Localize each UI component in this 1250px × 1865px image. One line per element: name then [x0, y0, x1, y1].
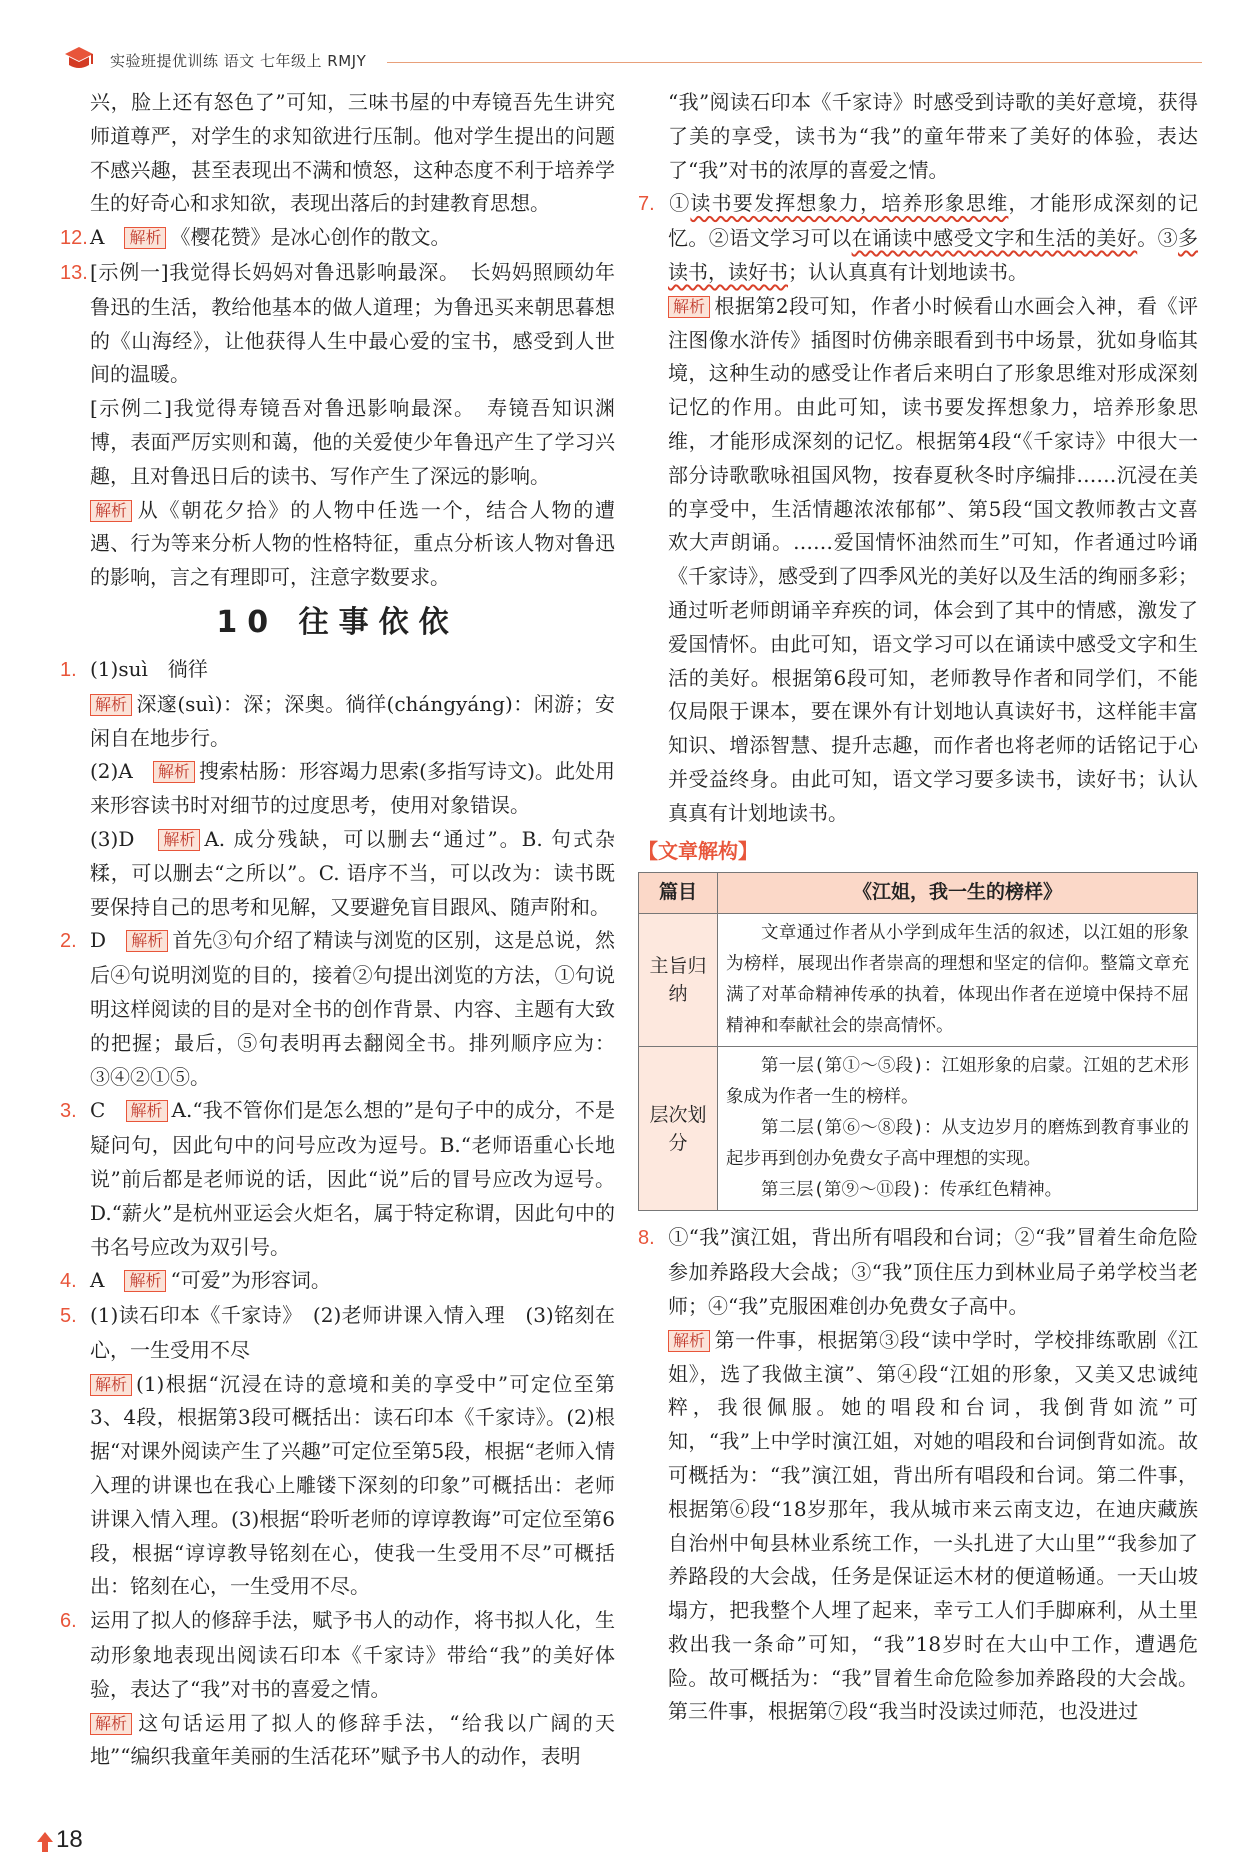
answer: 运用了拟人的修辞手法，赋予书人的动作，将书拟人化，生动形象地表现出阅读石印本《千家诗》带给“我”的美好体验，表达了“我”对书的喜爱之情。 [90, 1608, 615, 1701]
question-3 [60, 1094, 615, 1264]
analysis-tag: 解析 [90, 500, 132, 522]
layer-1: 第一层(第①～⑤段)：江姐形象的启蒙。江姐的艺术形象成为作者一生的榜样。 [726, 1056, 1189, 1108]
analysis-tag: 解析 [126, 930, 168, 952]
question-8 [638, 1221, 1198, 1323]
answer: ①“我”演江姐，背出所有唱段和台词；②“我”冒着生命危险参加养路段大会战；③“我”顶住压力到林业局子弟学校当老师；④“我”克服困难创办免费女子高中。 [668, 1225, 1198, 1318]
question-1 [60, 653, 615, 688]
question-5 [60, 1299, 615, 1368]
layer-3: 第三层(第⑨～⑪段)：传承红色精神。 [761, 1180, 1063, 1201]
analysis-text: 深邃(suì)：深；深奥。徜徉(chángyáng)：闲游；安闲自在地步行。 [90, 691, 615, 750]
right-intro-text: “我”阅读石印本《千家诗》时感受到诗歌的美好意境，获得了美的享受，读书为“我”的童年带来了美好的体验，表达了“我”对书的浓厚的喜爱之情。 [668, 90, 1198, 182]
question-2 [60, 924, 615, 1094]
question-13 [60, 256, 615, 392]
analysis-text: 《樱花赞》是冰心创作的散文。 [170, 225, 451, 250]
question-6-analysis [60, 1707, 615, 1775]
underlined-answer-1: 读书要发挥想象力，培养形象思维 [690, 191, 1009, 216]
right-column [638, 86, 1198, 1729]
question-13-example-2: [示例二]我觉得寿镜吾对鲁迅影响最深。 寿镜吾知识渊博，表面严厉实则和蔼，他的关爱使少年鲁迅产生了学习兴趣，且对鲁迅日后的读书、写作产生了深远的影响。 [90, 396, 615, 488]
question-1-part-3 [60, 823, 615, 924]
header-title: 实验班提优训练 语文 七年级上 RMJY [110, 52, 367, 70]
example-1: [示例一]我觉得长妈妈对鲁迅影响最深。 长妈妈照顾幼年鲁迅的生活，教给他基本的做人道理；为鲁迅买来朝思暮想的《山海经》，让他获得人生中最心爱的宝书，感受到人世间的温暖。 [90, 259, 615, 387]
underlined-answer-2: 在诵读中感受文字和生活的美好 [851, 226, 1138, 251]
question-number: 6. [60, 1610, 77, 1633]
question-number: 3. [60, 1100, 77, 1123]
underlined-answer-3: 多读书，读好书 [668, 226, 1199, 284]
analysis-text: 搜索枯肠：形容竭力思索(多指写诗文)。此处用来形容读书时对细节的过度思考，使用对象错误。 [90, 759, 616, 818]
question-number: 7. [638, 193, 655, 216]
page-arrow-icon [36, 1830, 54, 1854]
analysis-tag: 解析 [90, 1713, 132, 1735]
analysis-tag: 解析 [124, 227, 166, 249]
answer: A [90, 1268, 105, 1293]
row-theme-content: 文章通过作者从小学到成年生活的叙述，以江姐的形象为榜样，展现出作者崇高的理想和坚定的信仰。整篇文章充满了对革命精神传承的执着，体现出作者在逆境中保持不屈精神和奉献社会的崇高情怀。 [718, 914, 1198, 1047]
question-number: 1. [60, 658, 77, 681]
question-7: 7. ①读书要发挥想象力，培养形象思维，才能形成深刻的记忆。②语文学习可以在诵读中感受文字和生活的美好。③多读书，读好书；认认真真有计划地读书。 [638, 187, 1198, 289]
page-header [52, 40, 1202, 82]
question-number: 5. [60, 1305, 77, 1328]
answer-3: (3)D [90, 826, 135, 851]
analysis-tag: 解析 [90, 1374, 132, 1396]
question-number: 13. [60, 261, 88, 284]
question-7-analysis [638, 290, 1198, 831]
question-4 [60, 1264, 615, 1299]
header-rule [387, 62, 1202, 63]
book-logo-icon [62, 44, 96, 74]
question-number: 8. [638, 1227, 655, 1250]
question-number: 4. [60, 1270, 77, 1293]
analysis-text: 第一件事，根据第③段“读中学时，学校排练歌剧《江姐》，选了我做主演”、第④段“江姐的形象，又美又忠诚纯粹，我很佩服。她的唱段和台词，我倒背如流”可知，“我”上中学时演江姐，对她的唱段和台词倒背如流。故可概括为：“我”演江姐，背出所有唱段和台词。第二件事，根据第⑥段“18岁那年，我从城市来云南支边，在迪庆藏族自治州中甸县林业系统工作，一头扎进了大山里”“我参加了养路段的大会战，任务是保证运木材的便道畅通。一天山坡塌方，把我整个人埋了起来，幸亏工人们手脚麻利，从土里救出我一条命”可知，“我”18岁时在大山中工作，遭遇危险。故可概括为：“我”冒着生命危险参加养路段的大会战。第三件事，根据第⑦段“我当时没读过师范，也没进过 [668, 1327, 1198, 1724]
section-title: 10 往事依依 [216, 604, 459, 640]
question-number: 2. [60, 930, 77, 953]
answer: A [90, 225, 105, 250]
analysis-tag: 解析 [158, 829, 200, 851]
layer-2: 第二层(第⑥～⑧段)：从支边岁月的磨炼到教育事业的起步再到创办免费女子高中理想的实现。 [726, 1118, 1189, 1170]
analysis-tag: 解析 [90, 694, 132, 716]
answer-2: (2)A [90, 759, 133, 784]
left-column [60, 86, 615, 1774]
row-layers-content [718, 1047, 1198, 1211]
analysis-tag: 解析 [124, 1270, 166, 1292]
answer: D [90, 928, 107, 953]
analysis-tag: 解析 [153, 761, 195, 783]
analysis-text: 从《朝花夕拾》的人物中任选一个，结合人物的遭遇、行为等来分析人物的性格特征，重点分析该人物对鲁迅的影响，言之有理即可，注意字数要求。 [90, 497, 615, 590]
analysis-tag: 解析 [668, 1330, 710, 1352]
page-number: 18 [56, 1826, 83, 1853]
row-label-theme: 主旨归纳 [639, 914, 718, 1047]
analysis-tag: 解析 [668, 296, 710, 318]
question-12 [60, 221, 615, 256]
analysis-text: A. 成分残缺，可以删去“通过”。B. 句式杂糅，可以删去“之所以”。C. 语序不当，可以改为：读书既要保持自己的思考和见解，又要避免盲目跟风、随声附和。 [90, 826, 615, 919]
question-13-analysis [60, 494, 615, 595]
structure-table [638, 872, 1198, 1211]
row-label-layers: 层次划分 [639, 1047, 718, 1211]
answer-1: (1)suì 徜徉 [90, 656, 208, 681]
answer: C [90, 1098, 106, 1123]
analysis-text: “可爱”为形容词。 [170, 1268, 331, 1293]
question-5-analysis [60, 1368, 615, 1605]
question-6 [60, 1604, 615, 1706]
analysis-text: 首先③句介绍了精读与浏览的区别，这是总说，然后④句说明浏览的目的，接着②句提出浏览的方法，①句说明这样阅读的目的是对全书的创作背景、内容、主题有大致的把握；最后，⑤句表明再去翻阅全书。排列顺序应为：③④②①⑤。 [90, 928, 616, 1089]
left-intro-text: 兴，脸上还有怒色了”可知，三味书屋的中寿镜吾先生讲究师道尊严，对学生的求知欲进行压制。他对学生提出的问题不感兴趣，甚至表现出不满和愤怒，这种态度不利于培养学生的好奇心和求知欲，表现出落后的封建教育思想。 [90, 90, 615, 216]
analysis-text: 这句话运用了拟人的修辞手法，“给我以广阔的天地”“编织我童年美丽的生活花环”赋予书人的动作，表明 [90, 1710, 615, 1769]
question-number: 12. [60, 227, 88, 250]
analysis-text: A.“我不管你们是怎么想的”是句子中的成分，不是疑问句，因此句中的问号应改为逗号。B.“老师语重心长地说”前后都是老师说的话，因此“说”后的冒号应改为逗号。D.“薪火”是杭州亚运会火炬名，属于特定称谓，因此句中的书名号应改为双引号。 [90, 1098, 616, 1259]
analysis-text: (1)根据“沉浸在诗的意境和美的享受中”可定位至第3、4段，根据第3段可概括出：读石印本《千家诗》。(2)根据“对课外阅读产生了兴趣”可定位至第5段，根据“老师入情入理的讲课也在我心上雕镂下深刻的印象”可概括出：老师讲课入情入理。(3)根据“聆听老师的谆谆教诲”可定位至第6段，根据“谆谆教导铭刻在心，使我一生受用不尽”可概括出：铭刻在心，一生受用不尽。 [90, 1371, 615, 1599]
question-1-analysis-1 [60, 688, 615, 756]
table-header-label: 篇目 [639, 873, 718, 914]
question-1-part-2 [60, 755, 615, 823]
table-header-title: 《江姐，我一生的榜样》 [718, 873, 1198, 914]
answer: (1)读石印本《千家诗》 (2)老师讲课入情入理 (3)铭刻在心，一生受用不尽 [90, 1303, 615, 1362]
analysis-tag: 解析 [126, 1100, 168, 1122]
structure-label: 【文章解构】 [638, 838, 758, 863]
question-8-analysis [638, 1324, 1198, 1730]
analysis-text: 根据第2段可知，作者小时候看山水画会入神，看《评注图像水浒传》插图时仿佛亲眼看到书中场景，犹如身临其境，这种生动的感受让作者后来明白了形象思维对形成深刻记忆的作用。由此可知，读书要发挥想象力，培养形象思维，才能形成深刻的记忆。根据第4段“《千家诗》中很大一部分诗歌歌咏祖国风物，按春夏秋冬时序编排……沉浸在美的享受中，生活情趣浓浓郁郁”、第5段“国文教师教古文喜欢大声朗诵。……爱国情怀油然而生”可知，作者通过吟诵《千家诗》，感受到了四季风光的美好以及生活的绚丽多彩；通过听老师朗诵辛弃疾的词，体会到了其中的情感，激发了爱国情怀。由此可知，语文学习可以在诵读中感受文字和生活的美好。根据第6段可知，老师教导作者和同学们，不能仅局限于课本，要在课外有计划地认真读好书，这样能丰富知识、增添智慧、提升志趣，而作者也将老师的话铭记于心并受益终身。由此可知，语文学习要多读书，读好书；认认真真有计划地读书。 [668, 293, 1198, 825]
